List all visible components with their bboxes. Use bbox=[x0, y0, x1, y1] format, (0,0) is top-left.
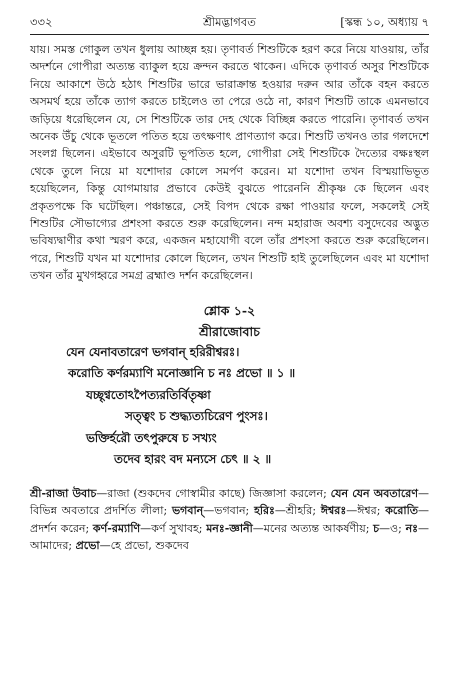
word-meanings bbox=[30, 485, 429, 555]
synonym-meaning: —আমাদের; bbox=[30, 521, 429, 552]
synonym-meaning: —রাজা (শুকদেব গোস্বামীর কাছে) জিজ্ঞাসা করলেন; bbox=[96, 486, 331, 500]
synonym-word: প্রভো bbox=[75, 538, 100, 552]
synonym-meaning: —বিভিন্ন অবতারে প্রদর্শিত লীলা; bbox=[30, 486, 429, 518]
page-header bbox=[30, 10, 429, 34]
synonym-word: কর্ণ-রম্যাণি bbox=[92, 521, 141, 535]
synonym-word: চ bbox=[373, 521, 380, 535]
synonym-word: নঃ bbox=[405, 521, 418, 535]
verse-line: যেন যেনাবতারেণ ভগবান্ হরিরীশ্বরঃ। bbox=[66, 344, 240, 359]
synonym-meaning: —ঈশ্বর; bbox=[346, 504, 386, 518]
synonym-word: মনঃ-জ্ঞানী bbox=[206, 521, 253, 535]
synonym-word: হরিঃ bbox=[254, 504, 275, 518]
synonym-meaning: —হে প্রভো, শুকদেব bbox=[99, 538, 189, 552]
verse-line: তদেব হারং বদ মন্যসে চেৎ ॥ ২ ॥ bbox=[114, 452, 272, 467]
verse-number: শ্লোক ১-২ bbox=[203, 302, 256, 318]
synonym-word: শ্রী-রাজা উবাচ bbox=[30, 486, 97, 500]
verse-line: ভক্তির্হরৌ তৎপুরুষে চ সখ্যং bbox=[86, 430, 217, 445]
synonym-meaning: —ও; bbox=[379, 521, 406, 535]
synonym-word: যেন যেন অবতারেণ bbox=[330, 486, 418, 500]
header-rule bbox=[30, 34, 429, 35]
verse-speaker: শ্রীরাজোবাচ bbox=[199, 323, 260, 339]
synonym-meaning: —শ্রীহরি; bbox=[274, 504, 321, 518]
synonym-word: ভগবান্ bbox=[171, 504, 204, 518]
verse-line: যচ্ছৃণ্বতোঽপৈত্যরতির্বিতৃষ্ণা bbox=[86, 387, 211, 402]
chapter-reference: [স্কন্ধ ১০, অধ্যায় ৭ bbox=[340, 15, 429, 29]
verse-block bbox=[30, 301, 429, 471]
synonym-word: ঈশ্বরঃ bbox=[320, 504, 347, 518]
synonym-meaning: —কর্ণ সুখাবহ; bbox=[140, 521, 207, 535]
synonym-meaning: —মনের অত্যন্ত আকর্ষণীয়; bbox=[252, 521, 374, 535]
synonym-word: করোতি bbox=[385, 504, 418, 518]
page-number: ৩৩২ bbox=[30, 15, 53, 29]
verse-line: সত্ত্বং চ শুদ্ধ্যত্যচিরেণ পুংসঃ। bbox=[125, 409, 268, 424]
synonym-meaning: —প্রদর্শন করেন; bbox=[30, 504, 429, 535]
book-title: শ্রীমদ্ভাগবত bbox=[203, 15, 256, 29]
verse-line: করোতি কর্ণরম্যাণি মনোজ্ঞানি চ নঃ প্রভো ॥ ১ ॥ bbox=[68, 366, 296, 381]
purport-paragraph: যায়। সমস্ত গোকুল তখন ধুলায় আচ্ছন্ন হয়। তৃণাবর্ত শিশুটিকে হরণ করে নিয়ে যাওয়ায়, তাঁর অদর্শনে গোপীরা অত্যন্ত ব্যাকুল হয়ে ক্রন্দন করতে থাকেন। এদিকে তৃণাবর্ত অসুর শিশুটিকে নিয়ে আকাশে উঠে হঠাৎ শিশুটির ভারে ভারাক্রান্ত হওয়ার দরুন আর তাঁকে বহন করতে অসমর্থ হয়ে তাঁকে ত্যাগ করতে চাইলেও তা পেরে ওঠে না, কারণ শিশুটি তাকে এমনভাবে জড়িয়ে ধরেছিলেন যে, সে শিশুটিকে তার দেহ থেকে বিচ্ছিন্ন করতে পারেনি। তৃণাবর্ত তখন অনেক উঁচু থেকে ভূতলে পতিত হয়ে তৎক্ষণাৎ প্রাণত্যাগ করে। শিশুটি তখনও তার গলদেশে সংলগ্ন ছিলেন। এইভাবে অসুরটি ভূপতিত হলে, গোপীরা সেই শিশুটিকে দৈত্যের বক্ষঃস্থল থেকে তুলে নিয়ে মা যশোদার কোলে সমর্পণ করেন। মা যশোদা তখন বিস্ময়াভিভূত হয়েছিলেন, কিন্তু যোগমায়ার প্রভাবে কেউই বুঝতে পারেননি শ্রীকৃষ্ণ কে ছিলেন এবং প্রকৃতপক্ষে কি ঘটেছিল। পঞ্চান্তরে, সেই বিপদ থেকে রক্ষা পাওয়ার ফলে, সকলেই সেই শিশুটির সৌভাগ্যের প্রশংসা করতে শুরু করেছিলেন। নন্দ মহারাজ অবশ্য বসুদেবের অদ্ভুত ভবিষ্যদ্বাণীর কথা স্মরণ করে, একজন মহাযোগী বলে তাঁর প্রশংসা করতে শুরু করেছিলেন। পরে, শিশুটি যখন মা যশোদার কোলে ছিলেন, তখন শিশুটি হাই তুলেছিলেন এবং মা যশোদা তখন তাঁর মুখগহ্বরে সমগ্র ব্রহ্মাণ্ড দর্শন করেছিলেন। bbox=[30, 43, 429, 283]
synonym-meaning: —ভগবান; bbox=[203, 504, 255, 518]
